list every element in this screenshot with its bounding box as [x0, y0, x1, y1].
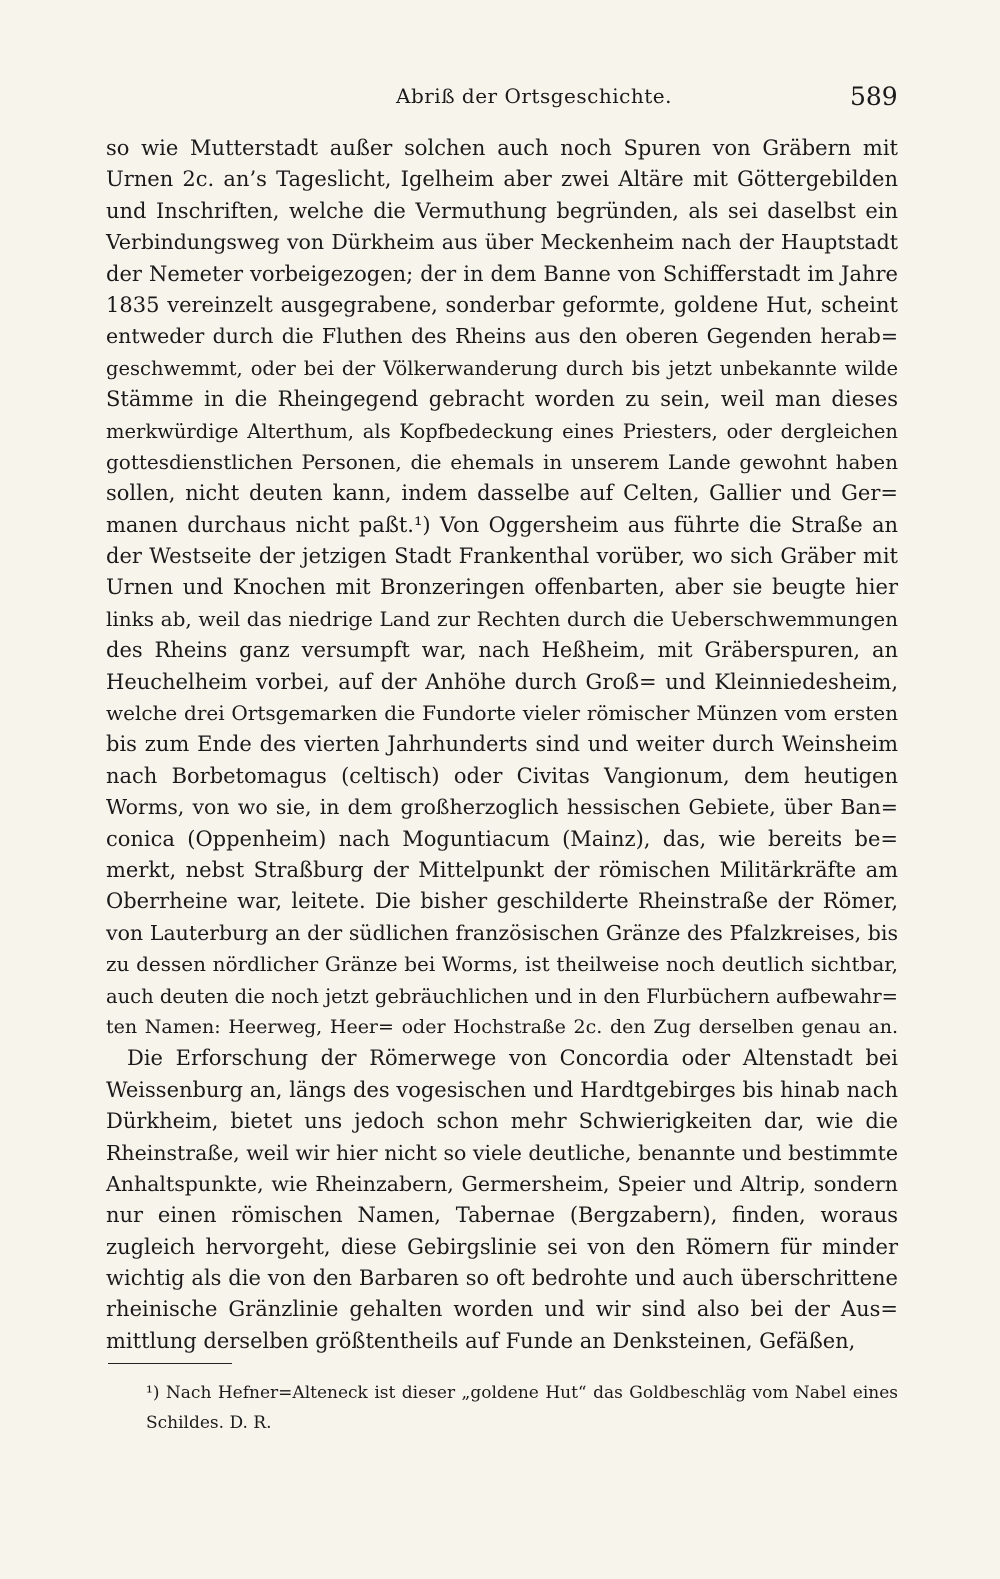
body-line: Oberrheine war, leitete. Die bisher geschilderte Rheinstraße der Römer,	[106, 889, 898, 914]
body-line: zugleich hervorgeht, diese Gebirgslinie sei von den Römern für minder	[106, 1234, 898, 1259]
body-line: welche drei Ortsgemarken die Fundorte vieler römischer Münzen vom ersten	[106, 701, 898, 726]
running-head-title: Abriß der Ortsgeschichte.	[396, 84, 672, 108]
body-line: entweder durch die Fluthen des Rheins aus den oberen Gegenden herab=	[106, 324, 898, 349]
body-line: merkwürdige Alterthum, als Kopfbedeckung eines Priesters, oder dergleichen	[106, 419, 898, 443]
body-line: und Inschriften, welche die Vermuthung begründen, als sei daselbst ein	[106, 198, 898, 223]
body-line: Urnen und Knochen mit Bronzeringen offenbarten, aber sie beugte hier	[106, 575, 898, 600]
body-text	[106, 133, 898, 1357]
body-line: der Nemeter vorbeigezogen; der in dem Banne von Schifferstadt im Jahre	[106, 261, 898, 286]
body-line: Worms, von wo sie, in dem großherzoglich hessischen Gebiete, über Ban=	[106, 795, 898, 820]
body-line: 1835 vereinzelt ausgegrabene, sonderbar geformte, goldene Hut, scheint	[106, 292, 898, 317]
body-line: bis zum Ende des vierten Jahrhunderts sind und weiter durch Weinsheim	[106, 732, 898, 757]
body-line: so wie Mutterstadt außer solchen auch noch Spuren von Gräbern mit	[106, 136, 898, 160]
body-line: ten Namen: Heerweg, Heer= oder Hochstraße 2c. den Zug derselben genau an.	[106, 1015, 898, 1038]
body-line: Rheinstraße, weil wir hier nicht so viele deutliche, benannte und bestimmte	[106, 1140, 898, 1165]
body-line: Die Erforschung der Römerwege von Concordia oder Altenstadt bei	[106, 1046, 898, 1071]
body-line: merkt, nebst Straßburg der Mittelpunkt der römischen Militärkräfte am	[106, 857, 898, 882]
body-line: zu dessen nördlicher Gränze bei Worms, ist theilweise noch deutlich sichtbar,	[106, 952, 898, 977]
footnote-line: Schildes. D. R.	[146, 1413, 272, 1433]
body-line: Stämme in die Rheingegend gebracht worden zu sein, weil man dieses	[106, 387, 898, 412]
body-line: Urnen 2c. an’s Tageslicht, Igelheim aber zwei Altäre mit Göttergebilden	[106, 167, 898, 192]
body-line: auch deuten die noch jetzt gebräuchlichen und in den Flurbüchern aufbewahr=	[106, 984, 898, 1008]
body-line: von Lauterburg an der südlichen französischen Gränze des Pfalzkreises, bis	[106, 920, 898, 945]
body-line: nur einen römischen Namen, Tabernae (Bergzabern), finden, woraus	[106, 1203, 898, 1228]
footnote-rule	[108, 1363, 232, 1364]
footnote-line: ¹) Nach Hefner=Alteneck ist dieser „goldene Hut“ das Goldbeschläg vom Nabel eines	[146, 1383, 898, 1403]
running-head	[0, 84, 1000, 116]
body-line: sollen, nicht deuten kann, indem dasselbe auf Celten, Gallier und Ger=	[106, 481, 898, 506]
body-line: wichtig als die von den Barbaren so oft bedrohte und auch überschrittene	[106, 1266, 898, 1291]
body-line: Heuchelheim vorbei, auf der Anhöhe durch Groß= und Kleinniedesheim,	[106, 669, 898, 694]
body-line: nach Borbetomagus (celtisch) oder Civitas Vangionum, dem heutigen	[106, 763, 898, 788]
body-line: geschwemmt, oder bei der Völkerwanderung durch bis jetzt unbekannte wilde	[106, 356, 898, 380]
body-line: des Rheins ganz versumpft war, nach Heßheim, mit Gräberspuren, an	[106, 638, 898, 663]
body-line: manen durchaus nicht paßt.¹) Von Oggersheim aus führte die Straße an	[106, 512, 898, 537]
body-line: links ab, weil das niedrige Land zur Rechten durch die Ueberschwemmungen	[106, 606, 898, 631]
body-line: gottesdienstlichen Personen, die ehemals in unserem Lande gewohnt haben	[106, 449, 898, 474]
body-line: mittlung derselben größtentheils auf Funde an Denksteinen, Gefäßen,	[106, 1328, 856, 1353]
body-line: der Westseite der jetzigen Stadt Frankenthal vorüber, wo sich Gräber mit	[106, 544, 898, 569]
body-line: Weissenburg an, längs des vogesischen und Hardtgebirges bis hinab nach	[106, 1077, 898, 1102]
body-line: Dürkheim, bietet uns jedoch schon mehr Schwierigkeiten dar, wie die	[106, 1109, 898, 1134]
body-line: Anhaltspunkte, wie Rheinzabern, Germersheim, Speier und Altrip, sondern	[106, 1171, 898, 1196]
page-number: 589	[850, 82, 898, 111]
body-line: conica (Oppenheim) nach Moguntiacum (Mainz), das, wie bereits be=	[106, 826, 898, 851]
footnotes	[146, 1378, 898, 1438]
body-line: Verbindungsweg von Dürkheim aus über Meckenheim nach der Hauptstadt	[106, 230, 898, 255]
body-line: rheinische Gränzlinie gehalten worden und wir sind also bei der Aus=	[106, 1297, 898, 1322]
